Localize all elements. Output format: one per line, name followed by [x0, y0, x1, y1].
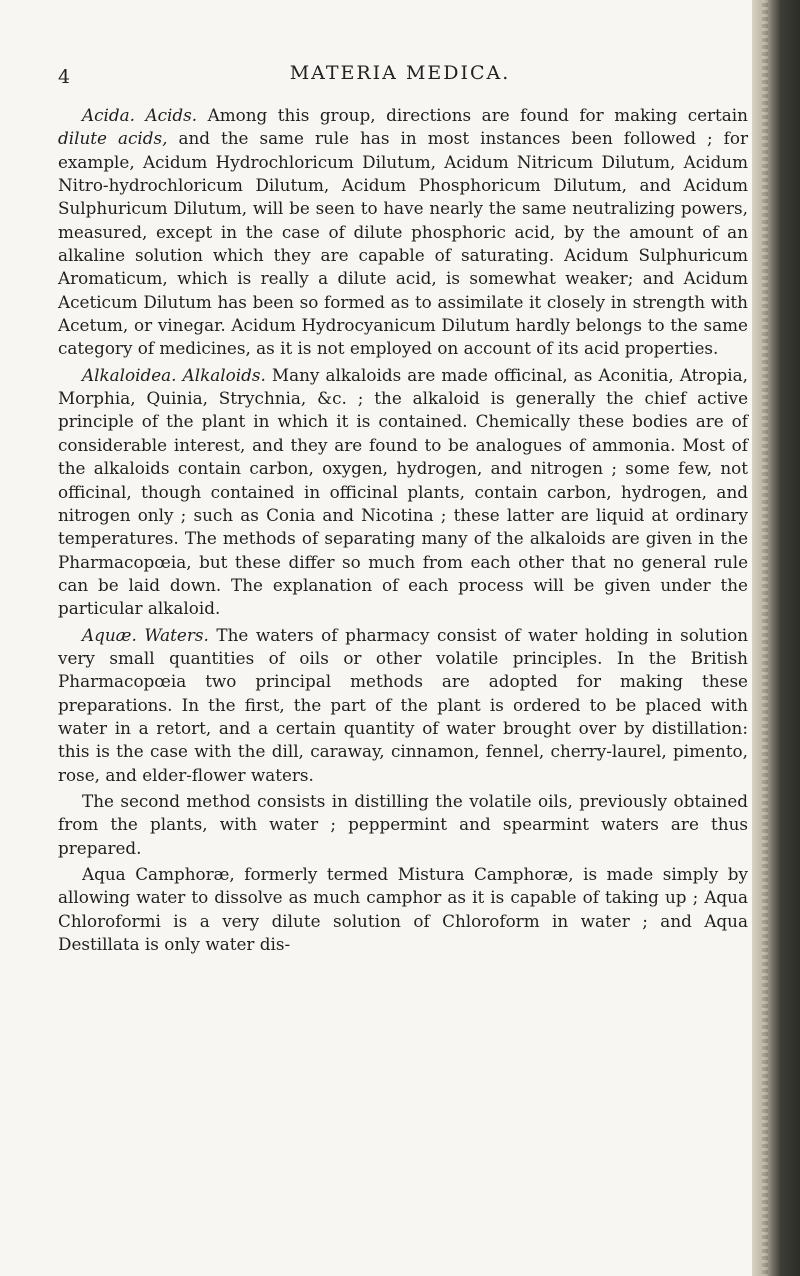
book-binding-edge — [752, 0, 800, 1276]
paragraph-text: Many alkaloids are made officinal, as Aconitia, Atropia, Morphia, Quinia, Strychnia, &c. ; the alkaloid is generally the chief active principle of the plant in which it is contained. Chemically these bodies are of considerable interest, and they are found to be analogues of ammonia. Most of the alkaloids contain carbon, oxygen, hydrogen, and nitrogen ; some few, not officinal, though contained in officinal plants, contain carbon, hydrogen, and nitrogen only ; such as Conia and Nicotina ; these latter are liquid at ordinary temperatures. The methods of separating many of the alkaloids are given in the Pharmacopœia, but these differ so much from each other that no general rule can be laid down. The explanation of each process will be given under the particular alkaloid. — [58, 364, 748, 619]
paragraph-aquae — [58, 624, 748, 787]
emphasis-text: dilute acids, — [58, 128, 168, 149]
paragraph-text: Among this group, directions are found for making certain — [197, 105, 748, 125]
page-number: 4 — [58, 66, 71, 88]
section-term-latin: Alkaloidea. — [82, 364, 177, 385]
section-term-english: Acids. — [145, 105, 198, 125]
paragraph-text: The waters of pharmacy consist of water holding in solution very small quantities of oils or other volatile principles. In the British Pharmacopœia two principal methods are adopted for making these preparations. In the first, the part of the plant is ordered to be placed with water in a retort, and a certain quantity of water brought over by distillation: this is the case with the dill, caraway, cinnamon, fennel, cherry-laurel, pimento, rose, and elder-flower waters. — [58, 624, 748, 785]
section-term-latin: Aquæ. — [82, 624, 137, 645]
page-body — [58, 104, 748, 959]
paragraph-acida — [58, 104, 748, 361]
section-term-english: Alkaloids. — [182, 364, 266, 385]
section-term-english: Waters. — [144, 624, 209, 645]
paragraph-alkaloidea — [58, 364, 748, 621]
section-term-latin: Acida. — [82, 105, 135, 125]
paragraph-second-method: The second method consists in distilling the volatile oils, previously obtained from the plants, with water ; peppermint and spearmint waters are thus prepared. — [58, 790, 748, 858]
paragraph-text: and the same rule has in most instances been followed ; for example, Acidum Hydrochloricum Dilutum, Acidum Nitricum Dilutum, Acidum Nitro-hydrochloricum Dilutum, Acidum Phosphoricum Dilutum, and Acidum Sulphuricum Dilutum, will be seen to have nearly the same neutralizing powers, measured, except in the case of dilute phosphoric acid, by the amount of an alkaline solution which they are capable of saturating. Acidum Sulphuricum Aromaticum, which is really a dilute acid, is somewhat weaker; and Acidum Aceticum Dilutum has been so formed as to assimilate it closely in strength with Acetum, or vinegar. Acidum Hydrocyanicum Dilutum hardly belongs to the same category of medicines, as it is not employed on account of its acid properties. — [58, 128, 748, 359]
running-head: MATERIA MEDICA. — [289, 62, 511, 84]
paragraph-aqua-camphorae: Aqua Camphoræ, formerly termed Mistura Camphoræ, is made simply by allowing water to dissolve as much camphor as it is capable of taking up ; Aqua Chloroformi is a very dilute solution of Chloroform in water ; and Aqua Destillata is only water dis- — [58, 864, 748, 955]
